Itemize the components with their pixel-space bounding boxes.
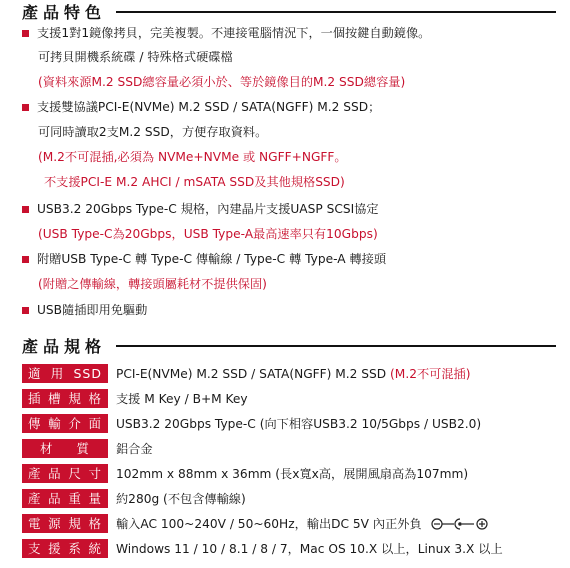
feature-note: (USB Type-C為20Gbps，USB Type-A最高速率只有10Gbps) — [38, 227, 378, 241]
specs-heading-row — [22, 334, 556, 357]
spec-label: 電源規格 — [22, 514, 108, 533]
specs-heading: 產品規格 — [22, 337, 107, 356]
feature-line: 支援雙協議PCI-E(NVMe) M.2 SSD / SATA(NGFF) M.2 SSD； — [37, 100, 381, 114]
feature-note: (M.2不可混插,必須為 NVMe+NVMe 或 NGFF+NGFF。 — [38, 150, 347, 164]
spec-value: USB3.2 20Gbps Type-C (向下相容USB3.2 10/5Gbps / USB2.0) — [116, 416, 482, 431]
red-bullet-icon — [22, 256, 29, 263]
spec-value — [116, 365, 470, 382]
feature-note: 不支援PCI-E M.2 AHCI / mSATA SSD及其他規格SSD) — [44, 175, 345, 189]
spec-label: 產品尺寸 — [22, 464, 108, 483]
features-heading-row — [22, 0, 556, 23]
red-bullet-icon — [22, 30, 29, 37]
feature-line: 附贈USB Type-C 轉 Type-C 傳輸線 / Type-C 轉 Type-A 轉接頭 — [37, 252, 387, 266]
spec-row-interface — [22, 413, 481, 433]
spec-label: 適用SSD — [22, 364, 108, 383]
feature-note: (資料來源M.2 SSD總容量必須小於、等於鏡像目的M.2 SSD總容量) — [38, 75, 406, 89]
feature-line: USB3.2 20Gbps Type-C 規格，內建晶片支援UASP SCSI協定 — [37, 202, 379, 216]
heading-rule — [116, 11, 556, 13]
red-bullet-icon — [22, 307, 29, 314]
spec-row-weight — [22, 488, 246, 508]
feature-item-4 — [22, 251, 386, 267]
spec-label: 產品重量 — [22, 489, 108, 508]
feature-item-1 — [22, 25, 430, 41]
spec-row-material — [22, 438, 153, 458]
feature-item-2 — [22, 99, 380, 115]
spec-row-slot — [22, 388, 248, 408]
spec-row-ssd — [22, 363, 470, 383]
dc-polarity-icon — [430, 517, 492, 531]
spec-value: 鋁合金 — [116, 441, 153, 456]
spec-value: Windows 11 / 10 / 8.1 / 8 / 7，Mac OS 10.X 以上，Linux 3.X 以上 — [116, 541, 503, 556]
feature-line: USB隨插即用免驅動 — [37, 303, 148, 317]
spec-label: 支援系統 — [22, 539, 108, 558]
spec-value-text: PCI-E(NVMe) M.2 SSD / SATA(NGFF) M.2 SSD — [116, 366, 391, 381]
spec-value-note: (M.2不可混插) — [390, 366, 471, 381]
spec-value — [116, 515, 492, 532]
feature-line: 可同時讀取2支M.2 SSD，方便存取資料。 — [38, 125, 268, 139]
features-heading: 產品特色 — [22, 3, 107, 22]
feature-note: (附贈之傳輸線，轉接頭屬耗材不提供保固) — [38, 277, 267, 291]
feature-line: 可拷貝開機系統碟 / 特殊格式硬碟檔 — [38, 50, 233, 64]
feature-item-3 — [22, 201, 379, 217]
heading-rule — [116, 345, 556, 347]
spec-value: 102mm x 88mm x 36mm (長x寬x高，展開風扇高為107mm) — [116, 466, 469, 481]
spec-value-text: 輸入AC 100~240V / 50~60Hz，輸出DC 5V 內正外負 — [116, 516, 422, 531]
spec-row-os — [22, 538, 503, 558]
red-bullet-icon — [22, 206, 29, 213]
spec-row-power — [22, 513, 492, 533]
spec-label: 傳輸介面 — [22, 414, 108, 433]
spec-value: 支援 M Key / B+M Key — [116, 391, 248, 406]
feature-line: 支援1對1鏡像拷貝，完美複製。不連接電腦情況下，一個按鍵自動鏡像。 — [37, 26, 431, 40]
spec-label: 材質 — [22, 439, 108, 458]
red-bullet-icon — [22, 104, 29, 111]
feature-item-5 — [22, 302, 147, 318]
spec-row-size — [22, 463, 468, 483]
spec-label: 插槽規格 — [22, 389, 108, 408]
spec-value: 約280g (不包含傳輸線) — [116, 491, 246, 506]
